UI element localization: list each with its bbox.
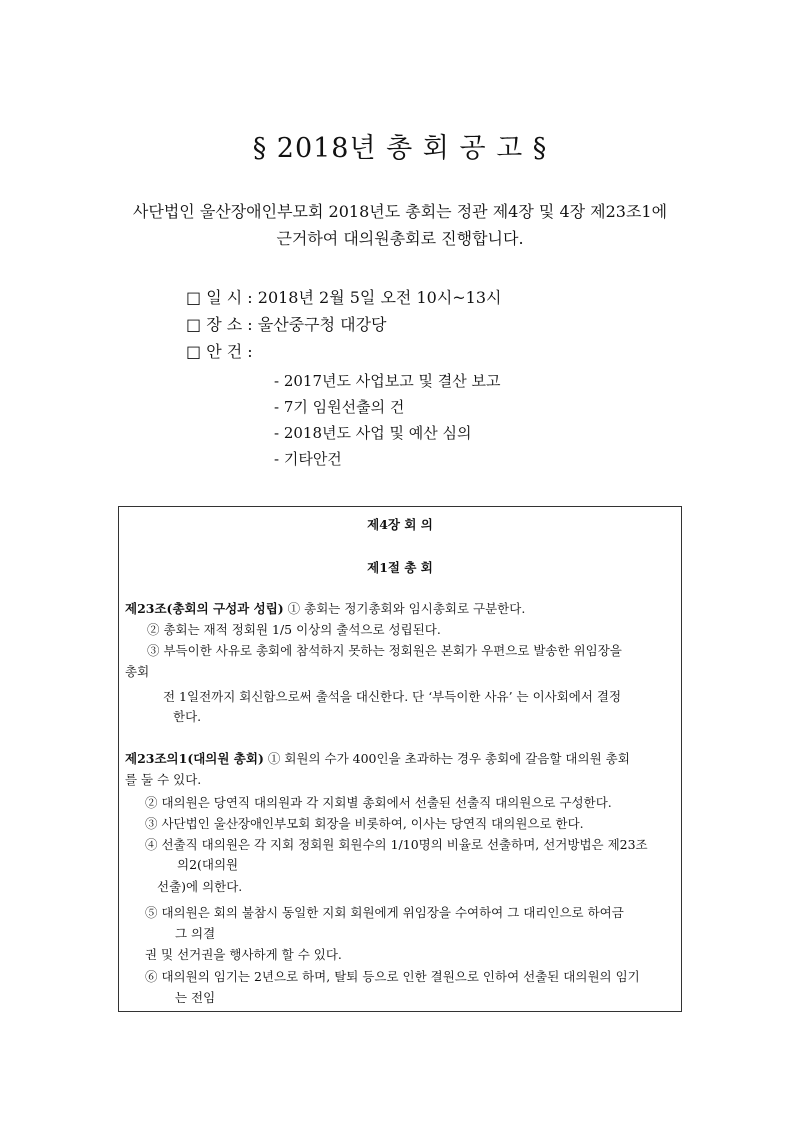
article-231-heading: 제23조의1(대의원 총회) (125, 751, 264, 766)
meeting-info (186, 284, 502, 365)
article-line: ③ 부득이한 사유로 총회에 참석하지 못하는 정회원은 본회가 우편으로 발송한 위임장을 (147, 643, 622, 658)
meeting-date: □ 일 시 : 2018년 2월 5일 오전 10시~13시 (186, 288, 502, 307)
article-line: ③ 사단법인 울산장애인부모회 회장을 비롯하여, 이사는 당연직 대의원으로 한다. (145, 816, 584, 831)
article-line: ⑤ 대의원은 회의 불참시 동일한 지회 회원에게 위임장을 수여하여 그 대리인으로 하여금 (145, 905, 624, 920)
agenda-list (274, 368, 500, 472)
article-23-text: ① 총회는 정기총회와 임시총회로 구분한다. (283, 601, 526, 616)
intro-line: 사단법인 울산장애인부모회 2018년도 총회는 정관 제4장 및 4장 제23조1에 (132, 202, 668, 221)
article-23-line (125, 599, 525, 619)
article-line: 한다. (173, 709, 202, 724)
article-line: 총회 (125, 664, 150, 679)
article-line: 권 및 선거권을 행사하게 할 수 있다. (145, 947, 342, 962)
article-line: ⑥ 대의원의 임기는 2년으로 하며, 탈퇴 등으로 인한 결원으로 인하여 선출된 대의원의 임기 (145, 969, 640, 984)
article-line: 그 의결 (175, 926, 216, 941)
article-231-line (125, 749, 630, 769)
article-line: 의2(대의원 (177, 857, 239, 872)
article-line: ② 총회는 재적 정회원 1/5 이상의 출석으로 성립된다. (147, 622, 441, 637)
regulation-box (118, 506, 682, 1012)
article-line: 를 둘 수 있다. (125, 772, 202, 787)
article-23-heading: 제23조(총회의 구성과 성립) (125, 601, 284, 616)
article-line: ④ 선출직 대의원은 각 지회 정회원 회원수의 1/10명의 비율로 선출하며, 선거방법은 제23조 (145, 837, 648, 852)
intro-line: 근거하여 대의원총회로 진행합니다. (276, 229, 524, 248)
page-title: § 2018년 총 회 공 고 § (252, 133, 548, 164)
article-line: 선출)에 의한다. (157, 879, 243, 894)
intro-text (80, 198, 720, 252)
section-heading: 제1절 총 회 (367, 560, 433, 575)
agenda-item: - 2017년도 사업보고 및 결산 보고 (274, 372, 501, 390)
chapter-heading: 제4장 회 의 (367, 517, 433, 532)
agenda-item: - 7기 임원선출의 건 (274, 398, 405, 416)
article-line: 전 1일전까지 회신함으로써 출석을 대신한다. 단 ‘부득이한 사유’ 는 이사회에서 결정 (163, 689, 622, 704)
meeting-place: □ 장 소 : 울산중구청 대강당 (186, 315, 387, 334)
article-line: ② 대의원은 당연직 대의원과 각 지회별 총회에서 선출된 선출직 대의원으로 구성한다. (145, 795, 612, 810)
agenda-item: - 기타안건 (274, 450, 342, 468)
agenda-item: - 2018년도 사업 및 예산 심의 (274, 424, 472, 442)
article-line: 는 전임 (175, 990, 216, 1005)
agenda-label: □ 안 건 : (186, 342, 253, 361)
article-231-text: ① 회원의 수가 400인을 초과하는 경우 총회에 갈음할 대의원 총회 (263, 751, 630, 766)
